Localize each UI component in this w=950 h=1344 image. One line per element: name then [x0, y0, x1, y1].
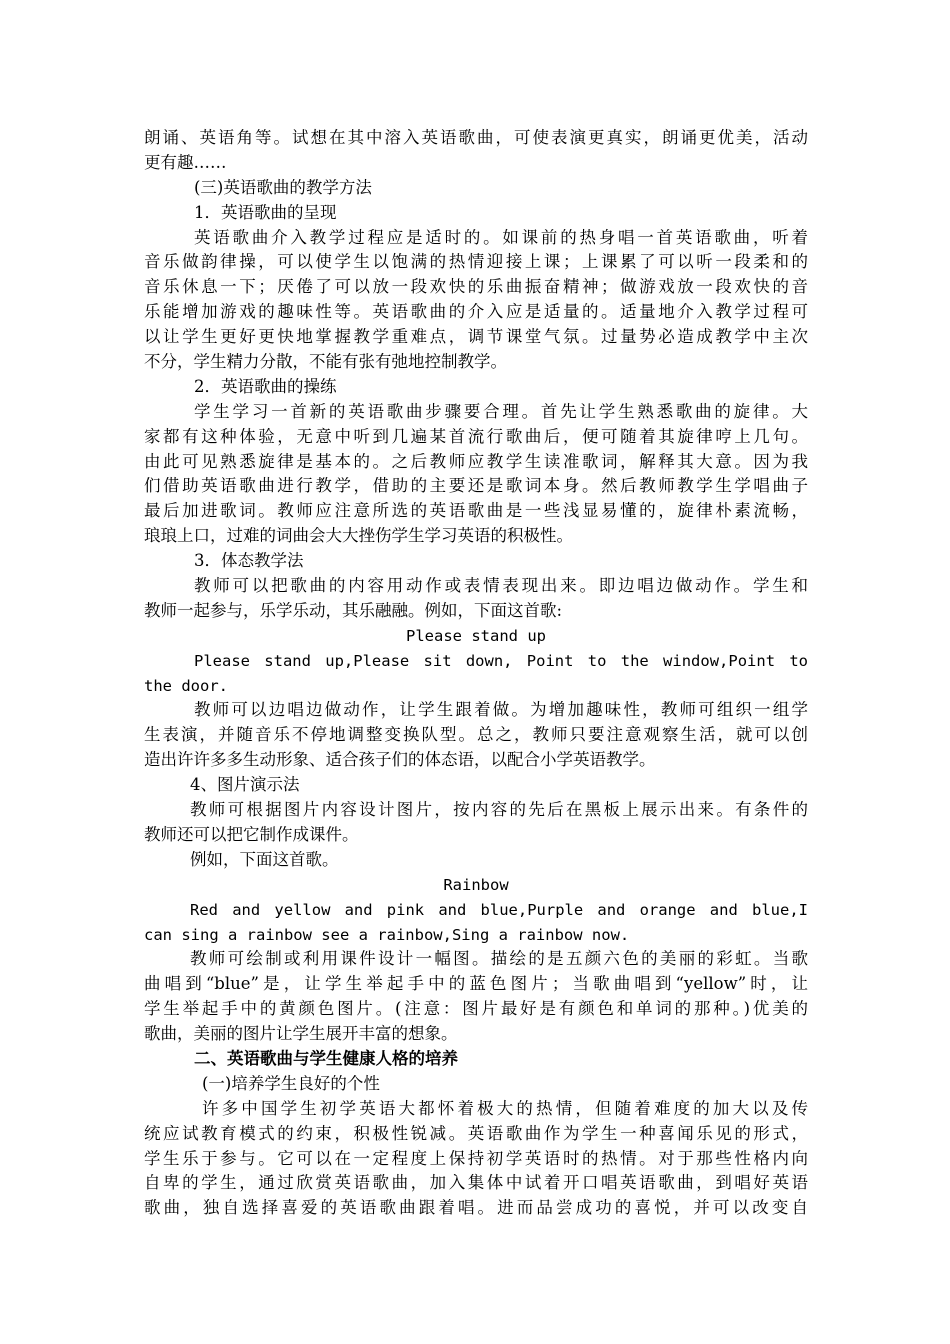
- body-line: 教师可绘制或利用课件设计一幅图。描绘的是五颜六色的美丽的彩虹。当歌: [190, 949, 808, 969]
- body-line: 许多中国学生初学英语大都怀着极大的热情，但随着难度的加大以及传: [202, 1098, 808, 1118]
- body-line: 朗诵、英语角等。试想在其中溶入英语歌曲，可使表演更真实，朗诵更优美，活动: [144, 128, 808, 147]
- body-line: 学生学习一首新的英语歌曲步骤要合理。首先让学生熟悉歌曲的旋律。大: [194, 401, 808, 421]
- subsection-heading: (三)英语歌曲的教学方法: [194, 177, 372, 197]
- body-line: 统应试教育模式的约束，积极性锐减。英语歌曲作为学生一种喜闻乐见的形式，: [144, 1123, 808, 1143]
- body-line: 歌曲，独自选择喜爱的英语歌曲跟着唱。进而品尝成功的喜悦，并可以改变自: [144, 1198, 808, 1218]
- song-lyrics-line: Red and yellow and pink and blue,Purple and orange and blue,I: [190, 900, 808, 919]
- subsection-heading: (一)培养学生良好的个性: [202, 1073, 380, 1093]
- section-heading: 二、英语歌曲与学生健康人格的培养: [194, 1048, 458, 1068]
- body-line: 自卑的学生，通过欣赏英语歌曲，加入集体中试着开口唱英语歌曲，到唱好英语: [144, 1173, 808, 1193]
- song-lyrics-line: Please stand up,Please sit down, Point to the window,Point to: [194, 651, 808, 670]
- song-lyrics-line: the door.: [144, 676, 228, 695]
- item-heading: 2．英语歌曲的操练: [194, 376, 337, 396]
- document-page: [144, 126, 808, 1221]
- song-lyrics-line: can sing a rainbow see a rainbow,Sing a rainbow now.: [144, 925, 630, 944]
- body-line: 们借助英语歌曲进行教学，借助的主要还是歌词本身。然后教师教学生学唱曲子: [144, 476, 808, 496]
- body-line: 音乐做韵律操，可以使学生以饱满的热情迎接上课；上课累了可以听一段柔和的: [144, 252, 808, 272]
- body-line: 学生乐于参与。它可以在一定程度上保持初学英语时的热情。对于那些性格内向: [144, 1148, 808, 1168]
- body-line: 生表演，并随音乐不停地调整变换队型。总之，教师只要注意观察生活，就可以创: [144, 725, 808, 745]
- body-line: 不分，学生精力分散，不能有张有弛地控制教学。: [144, 352, 507, 372]
- body-line: 更有趣……: [144, 152, 227, 172]
- body-line: 教师可以把歌曲的内容用动作或表情表现出来。即边唱边做动作。学生和: [194, 576, 808, 596]
- body-line: 家都有这种体验，无意中听到几遍某首流行歌曲后，便可随着其旋律哼上几句。: [144, 426, 808, 446]
- body-line: 以让学生更好更快地掌握教学重难点，调节课堂气氛。过量势必造成教学中主次: [144, 327, 808, 347]
- item-heading: 3．体态教学法: [194, 551, 304, 571]
- body-line: 学生举起手中的黄颜色图片。(注意：图片最好是有颜色和单词的那种。)优美的: [144, 999, 808, 1019]
- song-title: Please stand up: [406, 626, 546, 645]
- item-heading: 1．英语歌曲的呈现: [194, 202, 337, 222]
- body-line: 教师还可以把它制作成课件。: [144, 824, 359, 844]
- body-line: 最后加进歌词。教师应注意所选的英语歌曲是一些浅显易懂的，旋律朴素流畅，: [144, 501, 808, 521]
- body-line: 音乐休息一下；厌倦了可以放一段欢快的乐曲振奋精神；做游戏放一段欢快的音: [144, 277, 808, 297]
- song-title: Rainbow: [443, 875, 509, 894]
- body-line: 曲唱到“blue”是，让学生举起手中的蓝色图片；当歌曲唱到“yellow”时，让: [144, 974, 808, 994]
- body-line: 琅琅上口，过难的词曲会大大挫伤学生学习英语的积极性。: [144, 526, 573, 546]
- body-line: 英语歌曲介入教学过程应是适时的。如课前的热身唱一首英语歌曲，听着: [194, 227, 808, 247]
- body-line: 由此可见熟悉旋律是基本的。之后教师应教学生读准歌词，解释其大意。因为我: [144, 451, 808, 471]
- body-line: 教师可以边唱边做动作，让学生跟着做。为增加趣味性，教师可组织一组学: [194, 700, 808, 720]
- body-line: 歌曲，美丽的图片让学生展开丰富的想象。: [144, 1024, 458, 1044]
- body-line: 乐能增加游戏的趣味性等。英语歌曲的介入应是适量的。适量地介入教学过程可: [144, 302, 808, 322]
- body-line: 教师可根据图片内容设计图片，按内容的先后在黑板上展示出来。有条件的: [190, 800, 808, 820]
- body-line: 教师一起参与，乐学乐动，其乐融融。例如，下面这首歌:: [144, 600, 563, 620]
- item-heading: 4、图片演示法: [190, 775, 300, 795]
- body-line: 例如，下面这首歌。: [190, 849, 339, 869]
- body-line: 造出许许多多生动形象、适合孩子们的体态语，以配合小学英语教学。: [144, 750, 656, 770]
